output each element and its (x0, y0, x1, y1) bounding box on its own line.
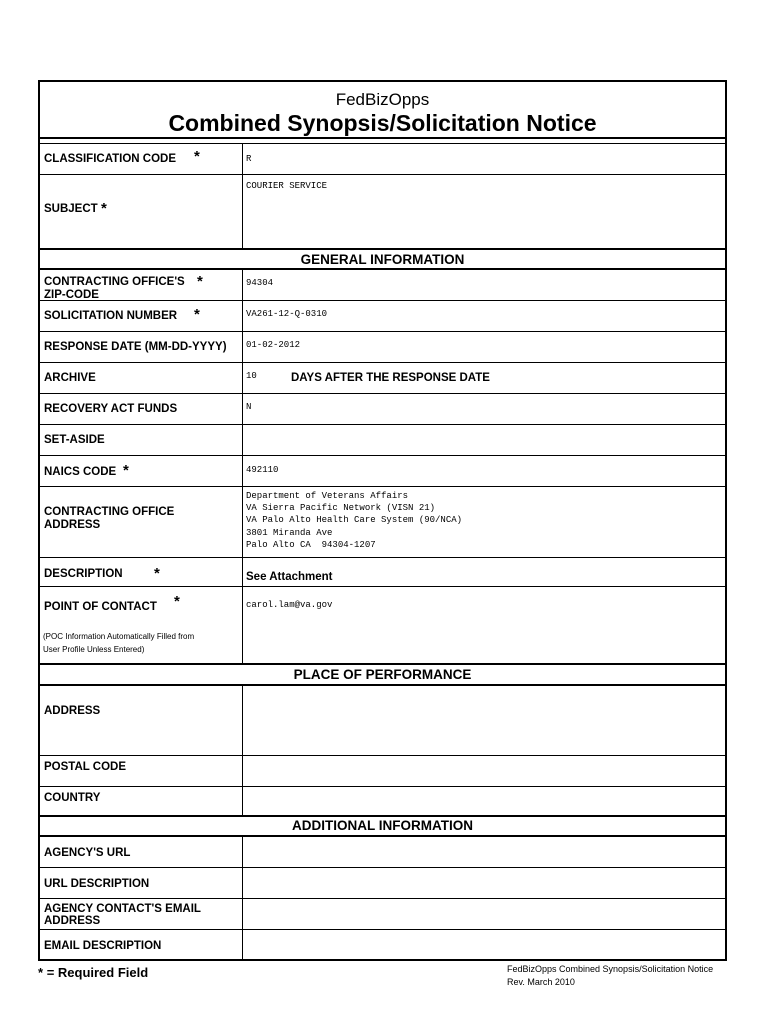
solicitation-number-value[interactable]: VA261-12-Q-0310 (246, 309, 328, 319)
column-divider (242, 684, 243, 815)
required-marker: * (197, 273, 203, 290)
rule-line (40, 755, 725, 756)
rule-line (40, 929, 725, 930)
zip-label: ZIP-CODE (44, 289, 99, 301)
required-marker: * (174, 593, 180, 610)
poc-note: (POC Information Automatically Filled from (43, 632, 195, 641)
office-address-line[interactable]: VA Palo Alto Health Care System (90/NCA) (246, 515, 463, 526)
additional-information-heading: ADDITIONAL INFORMATION (292, 818, 473, 833)
general-information-heading: GENERAL INFORMATION (300, 252, 465, 267)
rule-line (40, 137, 725, 139)
rule-line (40, 455, 725, 456)
form-name: FedBizOpps Combined Synopsis/Solicitation Notice (507, 964, 714, 974)
rule-line (40, 248, 725, 250)
column-divider (242, 143, 243, 248)
agency-email-label: ADDRESS (44, 915, 101, 927)
notice-form (38, 80, 727, 961)
column-divider (242, 268, 243, 663)
response-date-label: RESPONSE DATE (MM-DD-YYYY) (44, 341, 227, 353)
description-value[interactable]: See Attachment (246, 571, 333, 583)
recovery-act-label: RECOVERY ACT FUNDS (44, 403, 178, 415)
place-of-performance-heading: PLACE OF PERFORMANCE (293, 667, 472, 682)
subject-value[interactable]: COURIER SERVICE (246, 181, 328, 191)
rule-line (40, 898, 725, 899)
zip-value[interactable]: 94304 (246, 278, 274, 288)
poc-value[interactable]: carol.lam@va.gov (246, 600, 333, 610)
set-aside-label: SET-ASIDE (44, 434, 105, 446)
rule-line (40, 557, 725, 558)
required-marker: * (38, 965, 44, 980)
office-address-line[interactable]: Palo Alto CA 94304-1207 (246, 539, 376, 550)
archive-label: ARCHIVE (44, 372, 96, 384)
office-address-line[interactable]: Department of Veterans Affairs (246, 491, 409, 501)
rule-line (40, 586, 725, 587)
form-title: Combined Synopsis/Solicitation Notice (168, 110, 597, 136)
rule-line (40, 331, 725, 332)
rule-line (40, 424, 725, 425)
place-address-label: ADDRESS (44, 705, 101, 717)
rule-line (40, 393, 725, 394)
archive-suffix: DAYS AFTER THE RESPONSE DATE (291, 372, 490, 384)
required-field-text: = Required Field (46, 965, 149, 980)
rule-line (40, 815, 725, 817)
required-marker: * (154, 565, 160, 582)
site-name: FedBizOpps (335, 90, 430, 109)
description-label: DESCRIPTION (44, 568, 123, 580)
solicitation-number-label: SOLICITATION NUMBER (44, 310, 178, 322)
classification-code-label: CLASSIFICATION CODE (44, 153, 177, 165)
subject-label: SUBJECT (44, 203, 98, 215)
recovery-act-value[interactable]: N (246, 402, 252, 412)
naics-label: NAICS CODE (44, 466, 117, 478)
form-revision: Rev. March 2010 (507, 977, 575, 987)
office-address-label: CONTRACTING OFFICE (44, 506, 175, 518)
classification-code-value[interactable]: R (246, 154, 252, 164)
rule-line (40, 786, 725, 787)
country-label: COUNTRY (44, 792, 101, 804)
rule-line (40, 867, 725, 868)
response-date-value[interactable]: 01-02-2012 (246, 340, 301, 350)
naics-value[interactable]: 492110 (246, 465, 279, 475)
rule-line (40, 143, 725, 144)
agency-url-label: AGENCY'S URL (44, 847, 131, 859)
agency-email-label: AGENCY CONTACT'S EMAIL (44, 903, 201, 915)
rule-line (40, 268, 725, 270)
rule-line (40, 174, 725, 175)
archive-value[interactable]: 10 (246, 371, 257, 381)
required-marker: * (194, 148, 200, 165)
rule-line (40, 684, 725, 686)
column-divider (242, 835, 243, 961)
required-marker: * (101, 200, 107, 217)
rule-line (40, 486, 725, 487)
required-marker: * (123, 462, 129, 479)
required-marker: * (194, 306, 200, 323)
postal-code-label: POSTAL CODE (44, 761, 126, 773)
rule-line (40, 362, 725, 363)
rule-line (40, 835, 725, 837)
rule-line (40, 300, 725, 301)
rule-line (40, 663, 725, 665)
poc-label: POINT OF CONTACT (44, 601, 157, 613)
email-description-label: EMAIL DESCRIPTION (44, 940, 162, 952)
url-description-label: URL DESCRIPTION (44, 878, 150, 890)
poc-note: User Profile Unless Entered) (43, 645, 145, 654)
office-address-line[interactable]: 3801 Miranda Ave (246, 527, 333, 538)
office-address-line[interactable]: VA Sierra Pacific Network (VISN 21) (246, 503, 436, 514)
zip-label: CONTRACTING OFFICE'S (44, 276, 185, 288)
office-address-label: ADDRESS (44, 519, 101, 531)
required-field-legend (38, 965, 148, 980)
